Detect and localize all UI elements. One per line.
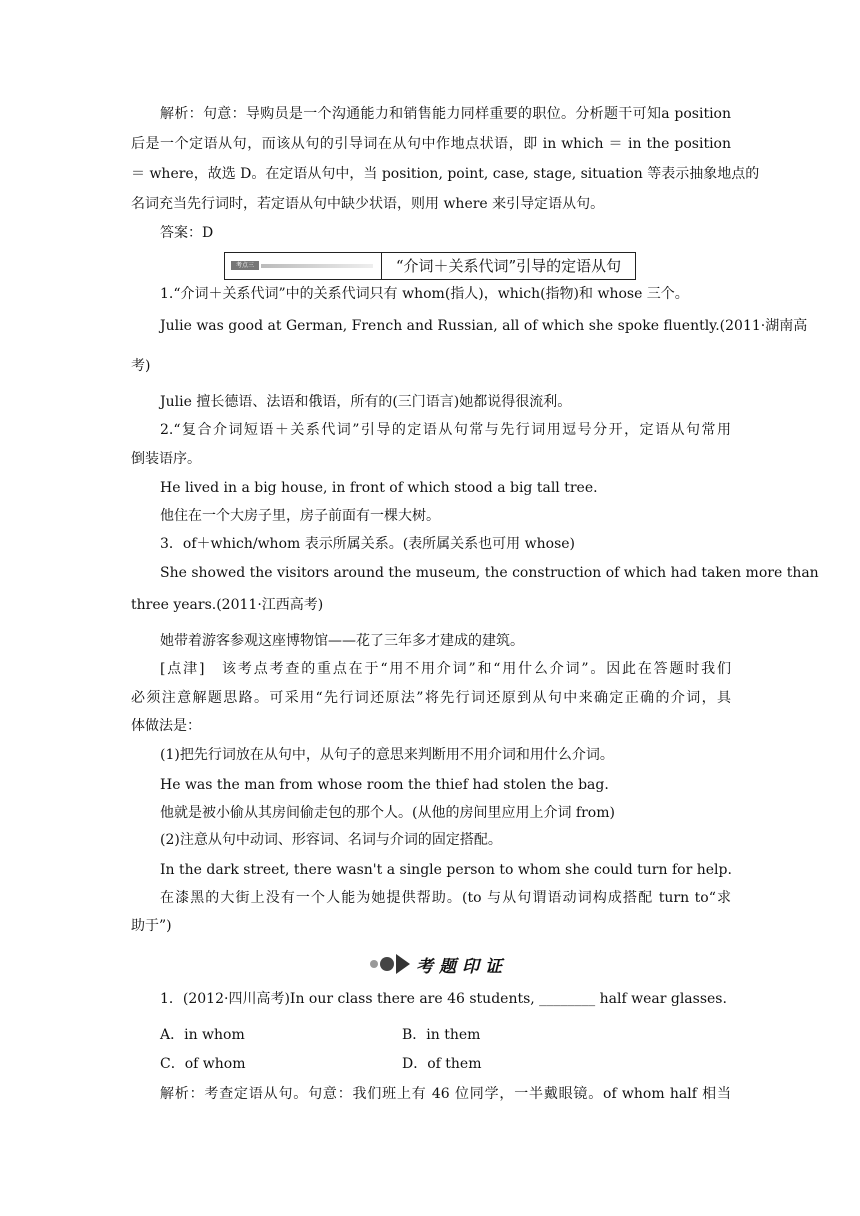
question-analysis: 解析：考查定语从句。句意：我们班上有 46 位同学，一半戴眼镜。of whom half 相当 [160,1086,731,1102]
example-1-en: Julie was good at German, French and Russian, all of which she spoke fluently.(2011·湖南高 [160,318,808,334]
dot-icon [380,957,394,971]
badge-title: “介词＋关系代词”引导的定语从句 [395,257,622,275]
example-3-en-cont: three years.(2011·江西高考) [131,597,324,613]
tip-line-3: 体做法是： [131,718,201,734]
option-d: D．of them [402,1056,482,1072]
tip-example-2-zh-cont: 助于”) [131,918,172,934]
tip-line-2: 必须注意解题思路。可采用“先行词还原法”将先行词还原到从句中来确定正确的介词，具 [131,690,731,706]
arrow-icon [396,954,410,974]
tip-example-2-zh: 在漆黑的大街上没有一个人能为她提供帮助。(to 与从句谓语动词构成搭配 turn to“求 [160,890,731,906]
section-heading [370,951,508,977]
analysis-line-4: 名词充当先行词时，若定语从句中缺少状语，则用 where 来引导定语从句。 [131,196,605,212]
point-2-cont: 倒装语序。 [131,451,201,467]
badge-label-cell [225,253,382,279]
example-3-en: She showed the visitors around the museum, the construction of which had taken more than [160,565,819,581]
answer-line: 答案：D [160,225,214,241]
topic-badge [224,252,636,280]
analysis-line-1: 解析：句意：导购员是一个沟通能力和销售能力同样重要的职位。分析题干可知a position [160,106,731,122]
option-a: A．in whom [160,1027,245,1043]
question-stem: 1．(2012·四川高考)In our class there are 46 students, ________ half wear glasses. [160,991,727,1007]
section-title: 考题印证 [416,956,508,977]
badge-tag: 考点三 [231,261,259,270]
tip-example-1-zh: 他就是被小偷从其房间偷走包的那个人。(从他的房间里应用上介词 from) [160,805,615,821]
tip-example-2-en: In the dark street, there wasn't a single person to whom she could turn for help. [160,862,732,878]
analysis-line-3: ＝ where，故选 D。在定语从句中，当 position, point, case, stage, situation 等表示抽象地点的 [131,166,760,182]
example-3-zh: 她带着游客参观这座博物馆——花了三年多才建成的建筑。 [160,633,524,649]
option-c: C．of whom [160,1056,246,1072]
tip-example-1-en: He was the man from whose room the thief had stolen the bag. [160,777,609,793]
tip-step-1: (1)把先行词放在从句中，从句子的意思来判断用不用介词和用什么介词。 [160,747,614,763]
example-1-en-cont: 考) [131,358,151,374]
analysis-line-2: 后是一个定语从句，而该从句的引导词在从句中作地点状语，即 in which ＝ in the position [131,136,731,152]
dot-icon [370,960,378,968]
point-2: 2.“复合介词短语＋关系代词”引导的定语从句常与先行词用逗号分开，定语从句常用 [160,422,731,438]
option-b: B．in them [402,1027,481,1043]
example-2-en: He lived in a big house, in front of which stood a big tall tree. [160,480,598,496]
example-1-zh: Julie 擅长德语、法语和俄语，所有的(三门语言)她都说得很流利。 [160,394,572,410]
example-2-zh: 他住在一个大房子里，房子前面有一棵大树。 [160,508,440,524]
tip-step-2: (2)注意从句中动词、形容词、名词与介词的固定搭配。 [160,832,502,848]
tip-line-1: [点津] 该考点考查的重点在于“用不用介词”和“用什么介词”。因此在答题时我们 [160,661,731,677]
badge-decoration [261,264,373,268]
point-3: 3．of＋which/whom 表示所属关系。(表所属关系也可用 whose) [160,536,575,552]
point-1: 1.“介词＋关系代词”中的关系代词只有 whom(指人)，which(指物)和 whose 三个。 [160,286,689,302]
